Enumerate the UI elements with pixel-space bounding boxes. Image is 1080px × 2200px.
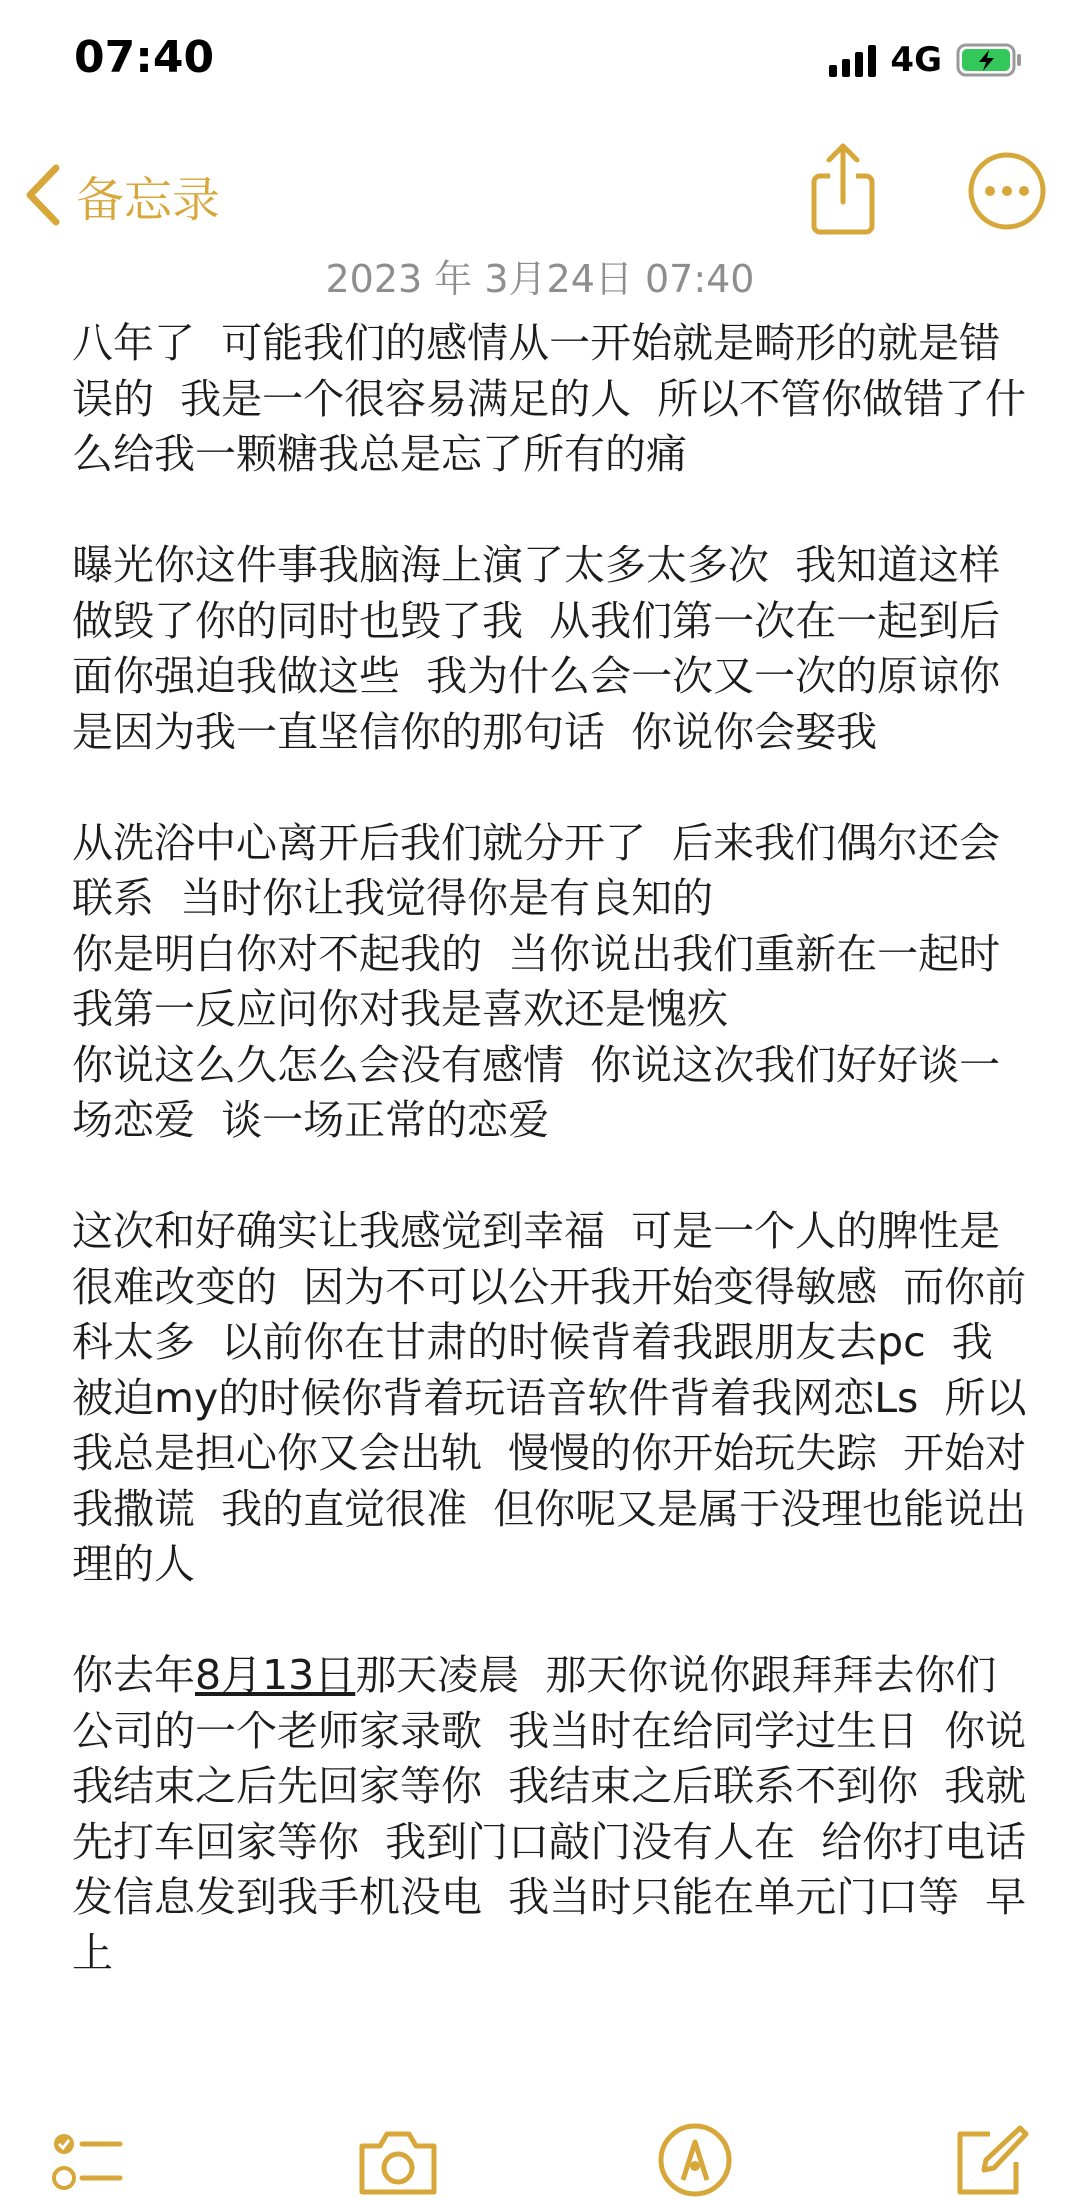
signal-bars-icon — [829, 43, 876, 77]
more-icon[interactable] — [966, 150, 1048, 232]
network-type: 4G — [890, 40, 942, 80]
note-body[interactable] — [72, 316, 1032, 2108]
note-paragraph: 曝光你这件事我脑海上演了太多太多次 我知道这样做毁了你的同时也毁了我 从我们第一次在一起到后面你强迫我做这些 我为什么会一次又一次的原谅你 是因为我一直坚信你的那句话 你说你会娶我 — [72, 541, 1027, 756]
paragraph-text-after: 那天凌晨 那天你说你跟拜拜去你们公司的一个老师家录歌 我当时在给同学过生日 你说我结束之后先回家等你 我结束之后联系不到你 我就先打车回家等你 我到门口敲门没有人在 给你打电话发信息发到我手机没电 我当时只能在单元门口等 早上 — [72, 1651, 1027, 1977]
status-indicators — [829, 40, 1022, 80]
battery-charging-icon — [956, 43, 1022, 77]
compose-icon[interactable] — [950, 2122, 1030, 2198]
back-button[interactable] — [20, 150, 220, 240]
share-icon[interactable] — [808, 140, 878, 236]
note-paragraph: 从洗浴中心离开后我们就分开了 后来我们偶尔还会联系 当时你让我觉得你是有良知的 你是明白你对不起我的 当你说出我们重新在一起时 我第一反应问你对我是喜欢还是愧疚 你说这么久怎么会没有感情 你说这次我们好好谈一场恋爱 谈一场正常的恋爱 — [72, 818, 1001, 1144]
back-label: 备忘录 — [76, 171, 221, 228]
status-bar — [0, 0, 1080, 120]
note-paragraph: 这次和好确实让我感觉到幸福 可是一个人的脾性是很难改变的 因为不可以公开我开始变得敏感 而你前科太多 以前你在甘肃的时候背着我跟朋友去pc 我被迫my的时候你背着玩语音软件背着我网恋Ls 所以我总是担心你又会出轨 慢慢的你开始玩失踪 开始对我撒谎 我的直觉很准 但你呢又是属于没理也能说出理的人 — [72, 1207, 1027, 1588]
checklist-icon[interactable] — [50, 2130, 124, 2192]
bottom-toolbar — [0, 2108, 1080, 2200]
note-date: 2023 年 3月24日 07:40 — [325, 257, 755, 301]
nav-bar — [0, 140, 1080, 250]
camera-icon[interactable] — [356, 2128, 440, 2196]
status-time: 07:40 — [74, 32, 215, 83]
paragraph-text-before: 你去年 — [72, 1651, 195, 1699]
note-paragraph: 八年了 可能我们的感情从一开始就是畸形的就是错误的 我是一个很容易满足的人 所以不管你做错了什么给我一颗糖我总是忘了所有的痛 — [72, 319, 1027, 478]
markup-pen-icon[interactable] — [657, 2122, 733, 2198]
chevron-left-icon — [20, 160, 66, 230]
note-paragraph — [72, 1648, 1032, 1981]
date-link[interactable]: 8月13日 — [195, 1651, 356, 1699]
